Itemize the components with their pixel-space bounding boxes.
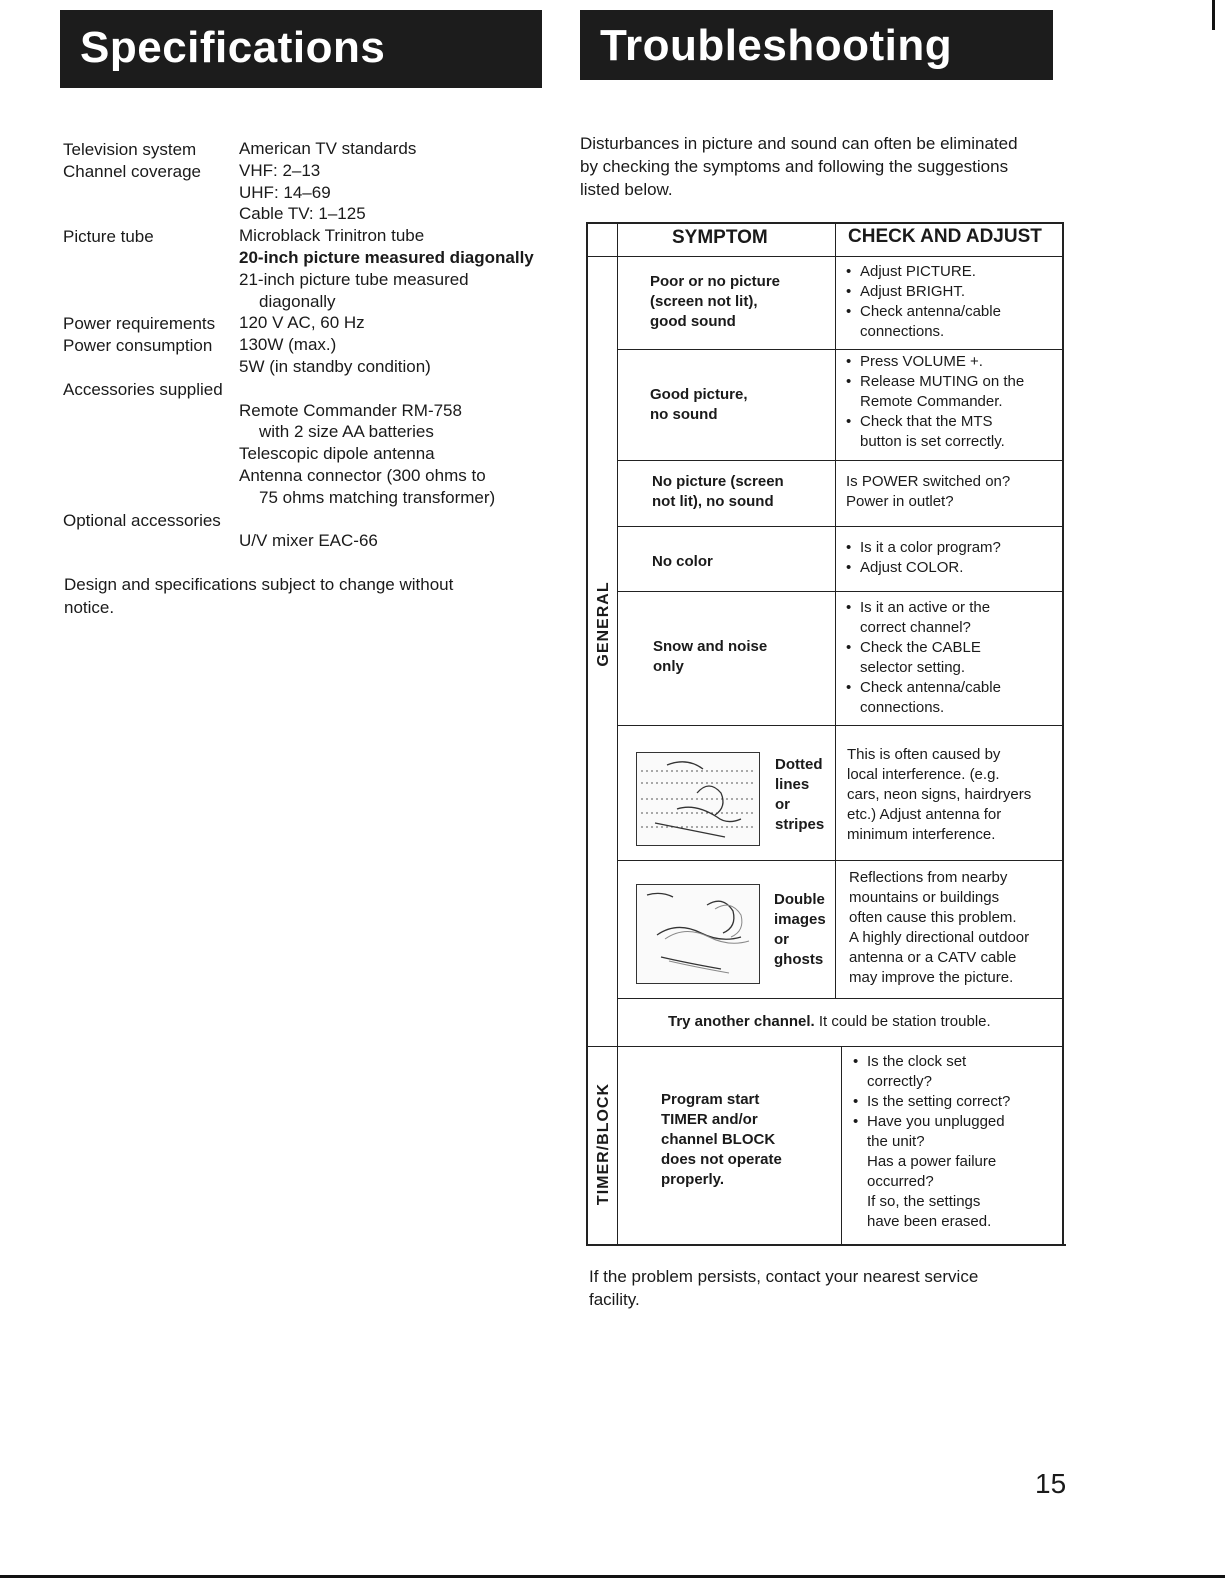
- table-border: [586, 222, 1064, 224]
- table-divider: [841, 1046, 842, 1246]
- try-rest: It could be station trouble.: [814, 1013, 991, 1030]
- check-item: • Is it a color program?: [844, 538, 1059, 558]
- check-item: • Check the CABLE selector setting.: [844, 638, 1059, 678]
- check-item: • Check that the MTS button is set correctly.: [844, 412, 1059, 452]
- symptom-line: properly.: [661, 1171, 725, 1188]
- specifications-note: [64, 573, 534, 619]
- symptom-line: stripes: [775, 816, 825, 833]
- check-dotted-lines: [847, 745, 1062, 845]
- spec-value: 20-inch picture measured diagonally: [239, 248, 534, 267]
- check-line: minimum interference.: [847, 826, 996, 843]
- check-item: • Is the clock set correctly?: [851, 1052, 1061, 1092]
- table-divider: [617, 460, 1064, 461]
- spec-label-television-system: Television system: [63, 140, 197, 159]
- symptom-line: only: [653, 658, 684, 675]
- spec-value: Antenna connector (300 ohms to: [239, 466, 486, 485]
- table-divider: [586, 256, 1064, 257]
- spec-value: U/V mixer EAC-66: [239, 531, 378, 550]
- symptom-line: Poor or no picture: [650, 273, 781, 290]
- symptom-no-sound: [650, 385, 748, 425]
- check-no-picture-no-sound: [846, 472, 1061, 512]
- troubleshooting-table: [586, 222, 1065, 1246]
- check-line: This is often caused by: [847, 746, 1001, 763]
- spec-value: Telescopic dipole antenna: [239, 444, 435, 463]
- check-poor-picture: [844, 262, 1059, 342]
- dotted-lines-illustration: [636, 752, 760, 846]
- symptom-line: No picture (screen: [652, 473, 784, 490]
- symptom-line: Good picture,: [650, 386, 748, 403]
- symptom-line: ghosts: [774, 951, 824, 968]
- check-item: • Press VOLUME +.: [844, 352, 1059, 372]
- table-divider: [617, 526, 1064, 527]
- footer-line: If the problem persists, contact your nearest service: [589, 1267, 979, 1286]
- check-no-color: [844, 538, 1059, 578]
- spec-value: diagonally: [259, 292, 336, 311]
- symptom-line: Snow and noise: [653, 638, 768, 655]
- spec-value: Microblack Trinitron tube: [239, 226, 425, 245]
- check-item: • Adjust BRIGHT.: [844, 282, 1059, 302]
- spec-value: Cable TV: 1–125: [239, 204, 366, 223]
- check-line: cars, neon signs, hairdryers: [847, 786, 1032, 803]
- check-line: Is POWER switched on?: [846, 473, 1011, 490]
- section-label-general: GENERAL: [595, 581, 612, 667]
- table-divider: [835, 222, 836, 998]
- table-divider: [617, 349, 1064, 350]
- check-line: Power in outlet?: [846, 493, 954, 510]
- troubleshooting-footer: [589, 1265, 1059, 1311]
- spec-label-accessories-supplied: Accessories supplied: [63, 380, 223, 399]
- intro-line: listed below.: [580, 180, 673, 199]
- symptom-timer-block: [661, 1090, 782, 1190]
- check-item: • Adjust COLOR.: [844, 558, 1059, 578]
- symptom-line: channel BLOCK: [661, 1131, 776, 1148]
- table-divider: [617, 998, 1064, 999]
- check-item: • Check antenna/cable connections.: [844, 678, 1059, 718]
- table-divider: [586, 1046, 1064, 1047]
- table-divider: [617, 591, 1064, 592]
- spec-label-channel-coverage: Channel coverage: [63, 162, 201, 181]
- check-line: Reflections from nearby: [849, 869, 1008, 886]
- table-divider: [617, 860, 1064, 861]
- spec-label-power-consumption: Power consumption: [63, 336, 213, 355]
- symptom-line: or: [775, 796, 790, 813]
- spec-value: with 2 size AA batteries: [259, 422, 434, 441]
- symptom-line: not lit), no sound: [652, 493, 774, 510]
- spec-value: American TV standards: [239, 139, 417, 158]
- check-item: • Is it an active or the correct channel?: [844, 598, 1059, 638]
- symptom-line: good sound: [650, 313, 736, 330]
- spec-value: 5W (in standby condition): [239, 357, 431, 376]
- check-line: A highly directional outdoor: [849, 929, 1030, 946]
- spec-label-power-requirements: Power requirements: [63, 314, 216, 333]
- troubleshooting-heading: Troubleshooting: [580, 10, 1053, 80]
- check-line: etc.) Adjust antenna for: [847, 806, 1002, 823]
- symptom-line: Double: [774, 891, 825, 908]
- check-item: • Release MUTING on the Remote Commander.: [844, 372, 1059, 412]
- header-check-and-adjust: CHECK AND ADJUST: [848, 226, 1042, 247]
- page-number: 15: [1035, 1468, 1067, 1499]
- try-another-channel: [668, 1012, 1062, 1032]
- symptom-line: lines: [775, 776, 810, 793]
- table-border: [586, 1244, 1066, 1246]
- symptom-line: or: [774, 931, 789, 948]
- troubleshooting-intro: [580, 132, 1060, 201]
- section-label-timer-block: TIMER/BLOCK: [595, 1082, 612, 1206]
- symptom-line: does not operate: [661, 1151, 782, 1168]
- spec-value: UHF: 14–69: [239, 183, 331, 202]
- symptom-poor-picture: [650, 272, 780, 332]
- symptom-line: No color: [652, 553, 713, 570]
- symptom-no-picture-no-sound: [652, 472, 784, 512]
- symptom-double-images: [774, 890, 826, 970]
- table-border: [586, 222, 588, 1246]
- note-line: Design and specifications subject to change without: [64, 575, 454, 594]
- double-images-illustration: [636, 884, 760, 984]
- check-line: may improve the picture.: [849, 969, 1014, 986]
- check-timer-block: [851, 1052, 1061, 1232]
- check-line: often cause this problem.: [849, 909, 1017, 926]
- footer-line: facility.: [589, 1290, 640, 1309]
- try-bold: Try another channel.: [668, 1013, 815, 1030]
- check-item: • Check antenna/cable connections.: [844, 302, 1059, 342]
- symptom-no-color: [652, 552, 713, 572]
- spec-value: 75 ohms matching transformer): [259, 488, 496, 507]
- spec-label-picture-tube: Picture tube: [63, 227, 154, 246]
- symptom-snow-noise: [653, 637, 767, 677]
- symptom-line: Dotted: [775, 756, 823, 773]
- spec-value: 120 V AC, 60 Hz: [239, 313, 365, 332]
- spec-label-optional-accessories: Optional accessories: [63, 511, 221, 530]
- check-item: • Adjust PICTURE.: [844, 262, 1059, 282]
- symptom-line: no sound: [650, 406, 718, 423]
- specifications-heading: Specifications: [60, 10, 542, 88]
- intro-line: Disturbances in picture and sound can often be eliminated: [580, 134, 1018, 153]
- check-line: mountains or buildings: [849, 889, 1000, 906]
- table-divider: [617, 725, 1064, 726]
- symptom-dotted-lines: [775, 755, 824, 835]
- note-line: notice.: [64, 598, 115, 617]
- header-symptom: SYMPTOM: [672, 227, 768, 248]
- check-item: • Have you unplugged the unit? Has a power failure occurred? If so, the settings have been erased.: [851, 1112, 1061, 1232]
- spec-value: Remote Commander RM-758: [239, 401, 462, 420]
- check-item: • Is the setting correct?: [851, 1092, 1061, 1112]
- check-line: local interference. (e.g.: [847, 766, 1000, 783]
- symptom-line: Program start: [661, 1091, 760, 1108]
- symptom-line: images: [774, 911, 826, 928]
- check-double-images: [849, 868, 1062, 988]
- spec-value: VHF: 2–13: [239, 161, 321, 180]
- table-border: [1062, 222, 1064, 1246]
- symptom-line: TIMER and/or: [661, 1111, 758, 1128]
- check-no-sound: [844, 352, 1059, 452]
- symptom-line: (screen not lit),: [650, 293, 758, 310]
- check-snow-noise: [844, 598, 1059, 718]
- check-line: antenna or a CATV cable: [849, 949, 1017, 966]
- intro-line: by checking the symptoms and following the suggestions: [580, 157, 1009, 176]
- spec-value: 21-inch picture tube measured: [239, 270, 469, 289]
- table-divider: [617, 222, 618, 1246]
- spec-value: 130W (max.): [239, 335, 337, 354]
- edge-mark: [1212, 0, 1215, 30]
